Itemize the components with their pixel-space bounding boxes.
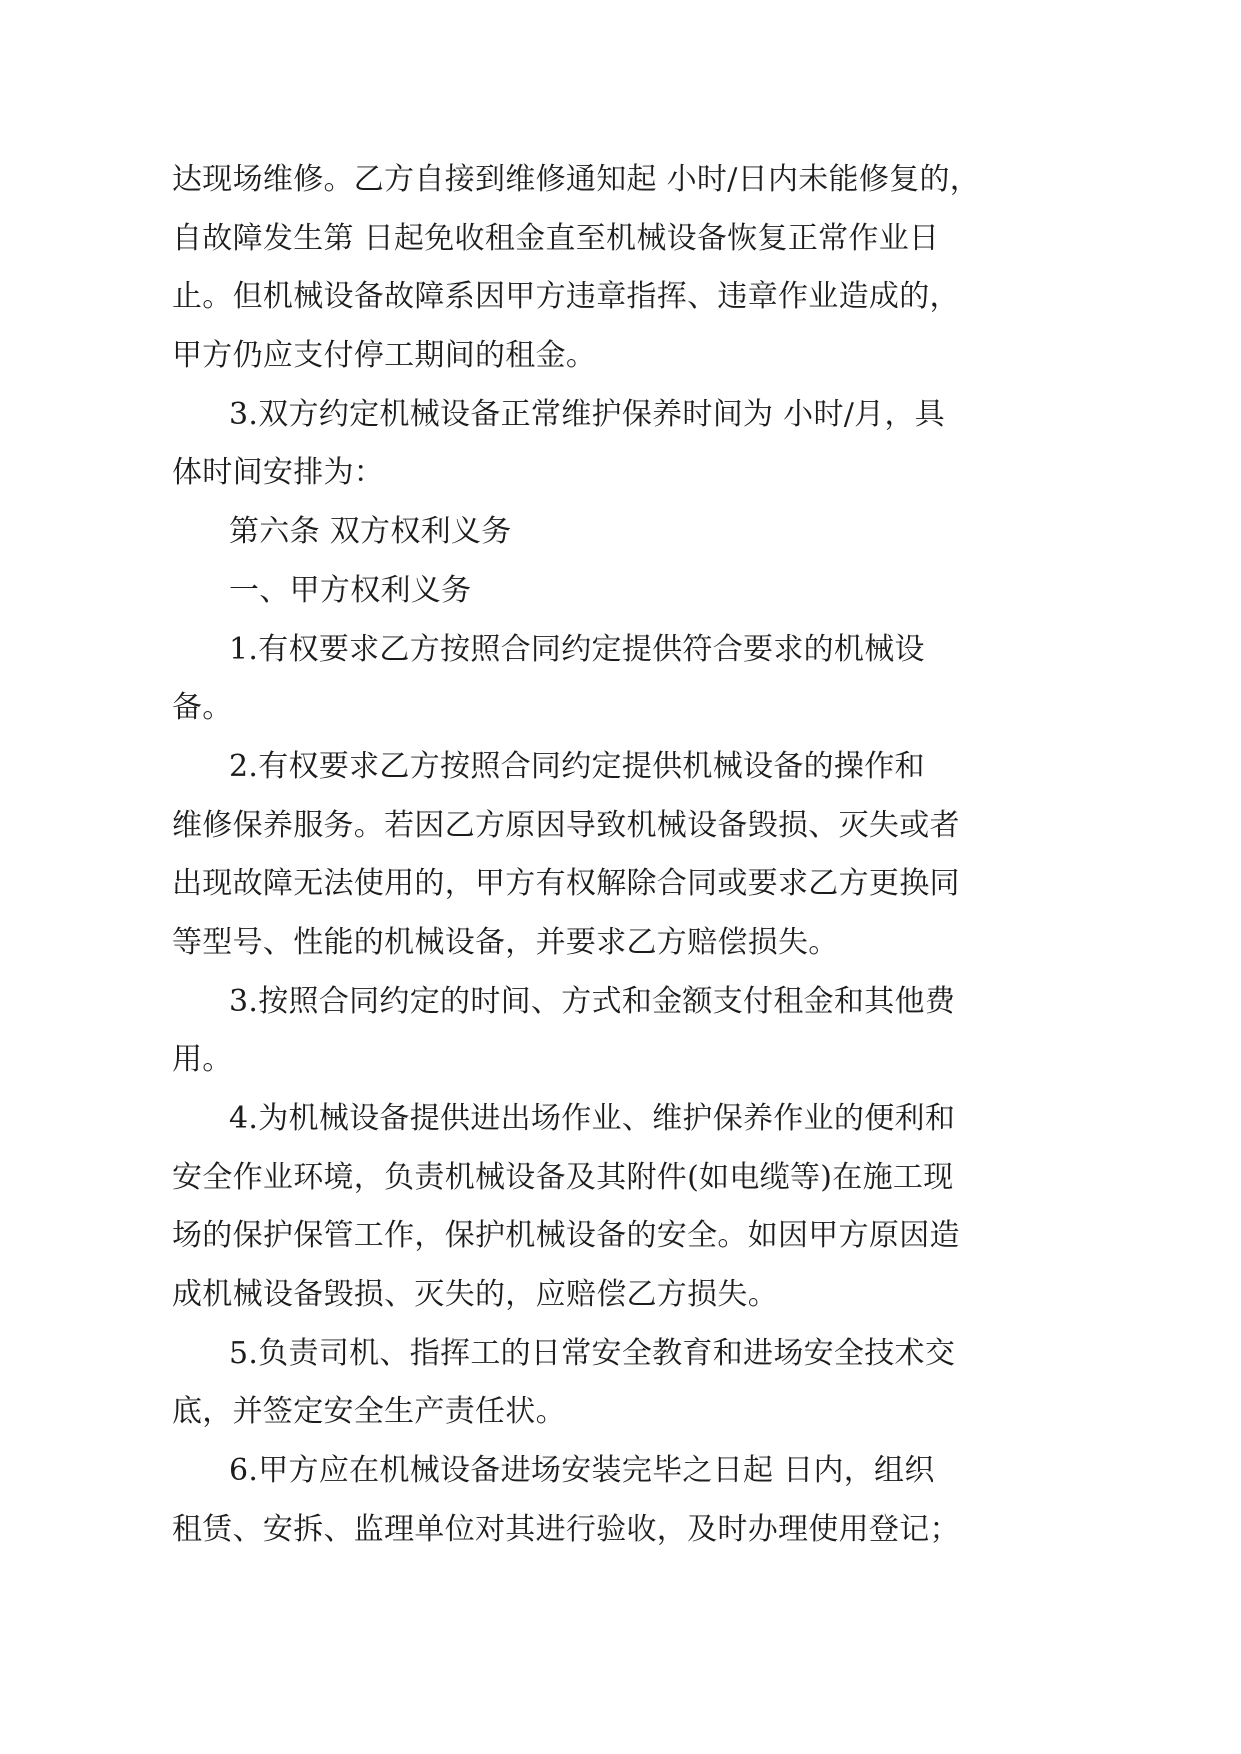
- text-line: 用。: [172, 1042, 233, 1078]
- text-line: 甲方仍应支付停工期间的租金。: [172, 338, 597, 374]
- paragraph: [172, 562, 992, 621]
- text-line: 场的保护保管工作，保护机械设备的安全。如因甲方原因造: [172, 1218, 960, 1254]
- text-line: 1.有权要求乙方按照合同约定提供符合要求的机械设: [229, 631, 925, 667]
- text-line: 安全作业环境，负责机械设备及其附件(如电缆等)在施工现: [172, 1159, 954, 1195]
- paragraph: [172, 621, 992, 738]
- text-line: 第六条 双方权利义务: [229, 514, 512, 550]
- paragraph: [172, 738, 992, 973]
- text-line: 5.负责司机、指挥工的日常安全教育和进场安全技术交: [229, 1335, 956, 1371]
- paragraph: [172, 973, 992, 1090]
- text-line: 底，并签定安全生产责任状。: [172, 1394, 566, 1430]
- document-body: [172, 151, 992, 1560]
- paragraph: [172, 503, 992, 562]
- text-line: 止。但机械设备故障系因甲方违章指挥、违章作业造成的，: [172, 279, 960, 315]
- text-line: 达现场维修。乙方自接到维修通知起 小时/日内未能修复的，: [172, 162, 981, 197]
- paragraph: [172, 1325, 992, 1442]
- paragraph: [172, 386, 992, 503]
- text-line: 出现故障无法使用的，甲方有权解除合同或要求乙方更换同: [172, 866, 960, 902]
- text-line: 租赁、安拆、监理单位对其进行验收，及时办理使用登记；: [172, 1511, 960, 1547]
- text-line: 成机械设备毁损、灭失的，应赔偿乙方损失。: [172, 1277, 778, 1313]
- text-line: 备。: [172, 690, 233, 726]
- text-line: 维修保养服务。若因乙方原因导致机械设备毁损、灭失或者: [172, 807, 960, 843]
- text-line: 4.为机械设备提供进出场作业、维护保养作业的便利和: [229, 1101, 956, 1136]
- text-line: 3.双方约定机械设备正常维护保养时间为 小时/月，具: [229, 396, 946, 432]
- text-line: 3.按照合同约定的时间、方式和金额支付租金和其他费: [229, 983, 956, 1019]
- paragraph: [172, 1090, 992, 1325]
- text-line: 自故障发生第 日起免收租金直至机械设备恢复正常作业日: [172, 220, 940, 256]
- text-line: 一、甲方权利义务: [229, 572, 472, 608]
- text-line: 6.甲方应在机械设备进场安装完毕之日起 日内，组织: [229, 1453, 935, 1489]
- paragraph: [172, 151, 992, 386]
- text-line: 体时间安排为：: [172, 455, 385, 491]
- paragraph: [172, 1442, 992, 1559]
- text-line: 等型号、性能的机械设备，并要求乙方赔偿损失。: [172, 924, 839, 960]
- text-line: 2.有权要求乙方按照合同约定提供机械设备的操作和: [229, 748, 925, 784]
